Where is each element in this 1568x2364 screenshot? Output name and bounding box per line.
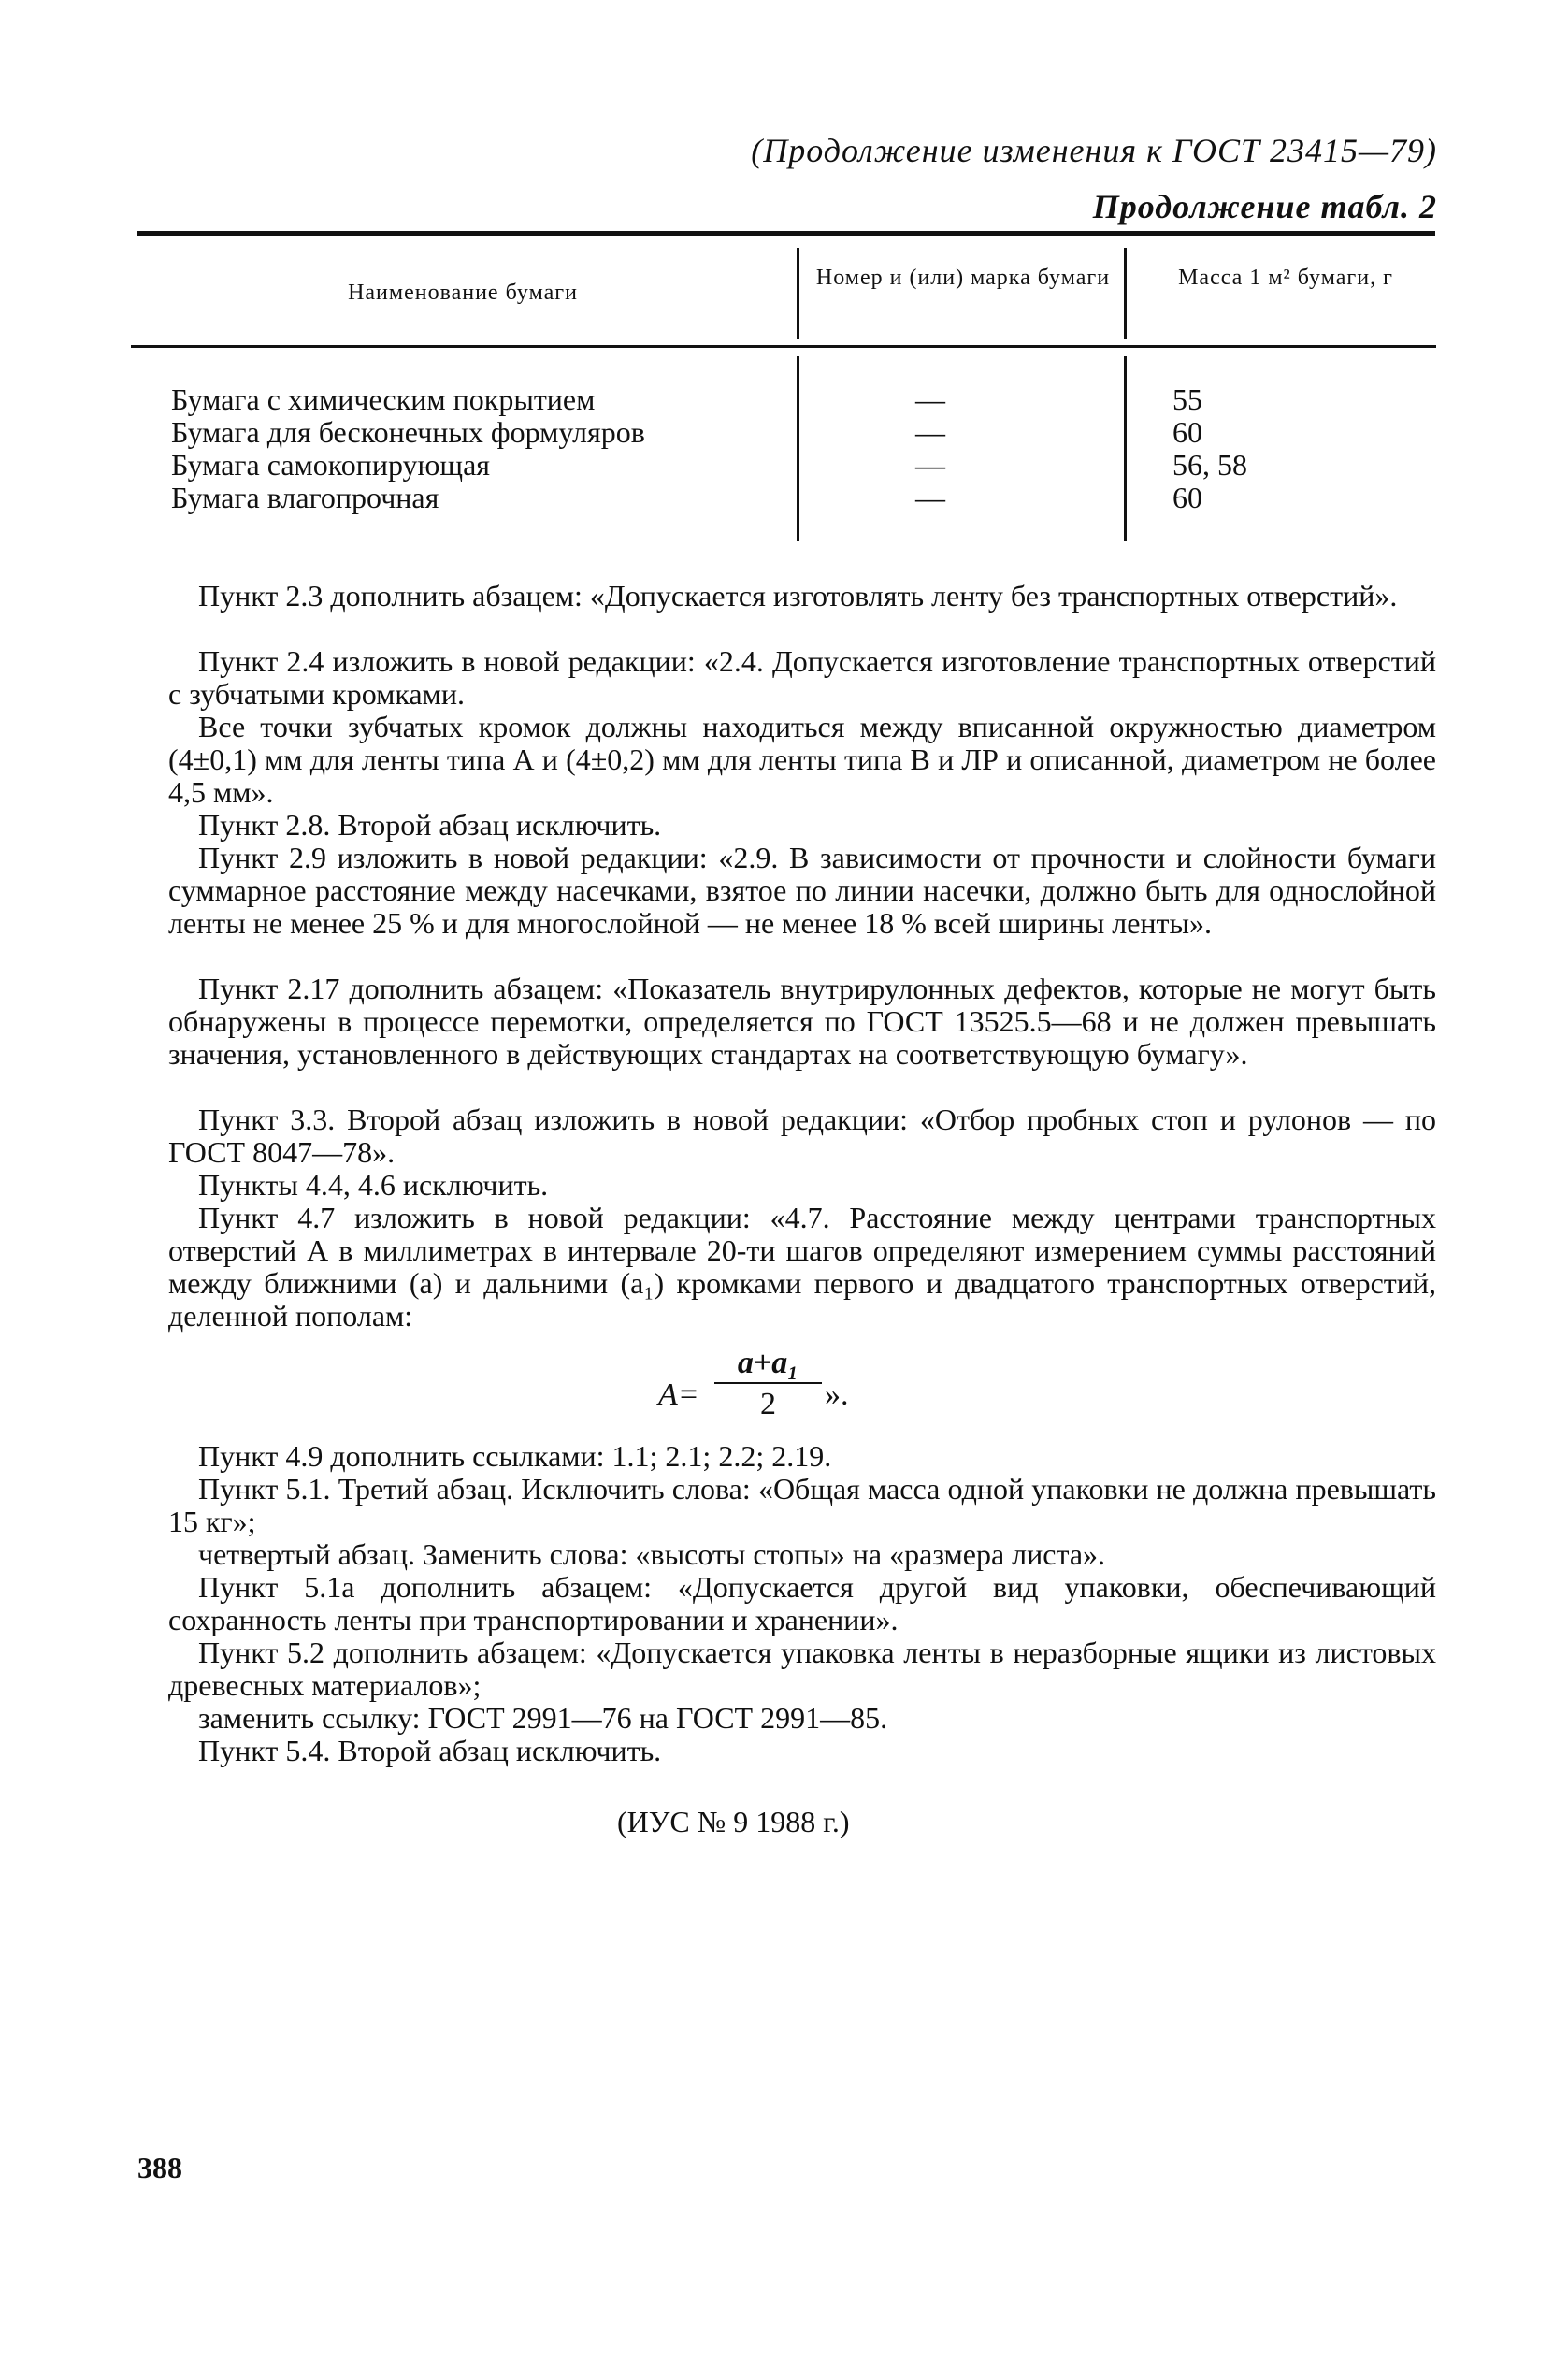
table-cell-mass: 60	[1172, 481, 1202, 514]
table-cell-name: Бумага для бесконечных формуляров	[171, 415, 645, 449]
table-header-name: Наименование бумаги	[348, 281, 578, 305]
table-cell-mass: 55	[1172, 382, 1202, 416]
paragraph-5-1-fourth: четвертый абзац. Заменить слова: «высоты стопы» на «размера листа».	[198, 1537, 1106, 1571]
paragraph-5-4: Пункт 5.4. Второй абзац исключить.	[198, 1734, 662, 1767]
paragraph-serrated-edges: Все точки зубчатых кромок должны находиться между вписанной окружностью диаметром (4±0,1) мм для ленты типа А и (4±0,2) мм для ленты типа В и ЛР и описанной, диаметром не более 4,5 мм».	[168, 710, 1436, 809]
table-column-divider	[797, 248, 799, 339]
formula-numerator: a+a₁	[737, 1346, 799, 1380]
source-reference: (ИУС № 9 1988 г.)	[617, 1805, 850, 1838]
table-header-mass: Масса 1 м² бумаги, г	[1178, 266, 1393, 290]
table-cell-number: —	[915, 448, 945, 482]
table-cell-mass: 56, 58	[1172, 448, 1247, 482]
paragraph-4-9: Пункт 4.9 дополнить ссылками: 1.1; 2.1; 2.2; 2.19.	[198, 1439, 832, 1473]
paragraph-2-8: Пункт 2.8. Второй абзац исключить.	[198, 808, 662, 842]
table-header-rule	[131, 345, 1436, 348]
table-column-divider	[797, 356, 799, 541]
continuation-header: (Продолжение изменения к ГОСТ 23415—79)	[751, 132, 1437, 169]
paragraph-3-3: Пункт 3.3. Второй абзац изложить в новой редакции: «Отбор пробных стоп и рулонов — по ГОСТ 8047—78».	[168, 1103, 1436, 1169]
table-header-number: Номер и (или) марка бумаги	[815, 266, 1111, 290]
paragraph-5-2-reference: заменить ссылку: ГОСТ 2991—76 на ГОСТ 2991—85.	[198, 1701, 888, 1735]
paragraph-5-1: Пункт 5.1. Третий абзац. Исключить слова: «Общая масса одной упаковки не должна превышать 15 кг»;	[168, 1472, 1436, 1538]
paragraph-2-3: Пункт 2.3 дополнить абзацем: «Допускается изготовлять ленту без транспортных отверстий».	[198, 579, 1398, 613]
table-column-divider	[1124, 248, 1127, 339]
table-cell-number: —	[915, 382, 945, 416]
table-cell-name: Бумага самокопирующая	[171, 448, 490, 482]
table-continuation-label: Продолжение табл. 2	[1092, 188, 1437, 225]
paragraph-5-2: Пункт 5.2 дополнить абзацем: «Допускается упаковка ленты в неразборные ящики из листовых древесных материалов»;	[168, 1636, 1436, 1702]
paragraph-2-9: Пункт 2.9 изложить в новой редакции: «2.9. В зависимости от прочности и слойности бумаги суммарное расстояние между насечками, взятое по линии насечки, должно быть для однослойной ленты не менее 25 % и для многослойной — не менее 18 % всей ширины ленты».	[168, 841, 1436, 940]
table-cell-name: Бумага с химическим покрытием	[171, 382, 596, 416]
table-column-divider	[1124, 356, 1127, 541]
paragraph-4-7: Пункт 4.7 изложить в новой редакции: «4.7. Расстояние между центрами транспортных отверстий А в миллиметрах в интервале 20-ти шагов определяют измерением суммы расстояний между ближними (a) и дальними (a₁) кромками первого и двадцатого транспортных отверстий, деленной пополам:	[168, 1201, 1436, 1333]
formula-tail: ».	[825, 1377, 849, 1412]
formula-fraction	[714, 1347, 822, 1421]
page-number: 388	[137, 2151, 182, 2184]
paragraph-2-17: Пункт 2.17 дополнить абзацем: «Показатель внутрирулонных дефектов, которые не могут быть обнаружены в процессе перемотки, определяется по ГОСТ 13525.5—68 и не должен превышать значения, установленного в действующих стандартах на соответствующую бумагу».	[168, 972, 1436, 1071]
formula-denominator: 2	[760, 1387, 776, 1421]
paragraph-4-4-4-6: Пункты 4.4, 4.6 исключить.	[198, 1168, 549, 1202]
table-cell-mass: 60	[1172, 415, 1202, 449]
table-cell-name: Бумага влагопрочная	[171, 481, 439, 514]
fraction-bar	[714, 1382, 822, 1384]
table-cell-number: —	[915, 481, 945, 514]
paragraph-5-1a: Пункт 5.1а дополнить абзацем: «Допускается другой вид упаковки, обеспечивающий сохранность ленты при транспортировании и хранении».	[168, 1570, 1436, 1636]
formula-lhs: A=	[658, 1377, 699, 1412]
table-top-rule	[137, 231, 1435, 236]
paragraph-2-4: Пункт 2.4 изложить в новой редакции: «2.4. Допускается изготовление транспортных отверстий с зубчатыми кромками.	[168, 644, 1436, 711]
table-cell-number: —	[915, 415, 945, 449]
